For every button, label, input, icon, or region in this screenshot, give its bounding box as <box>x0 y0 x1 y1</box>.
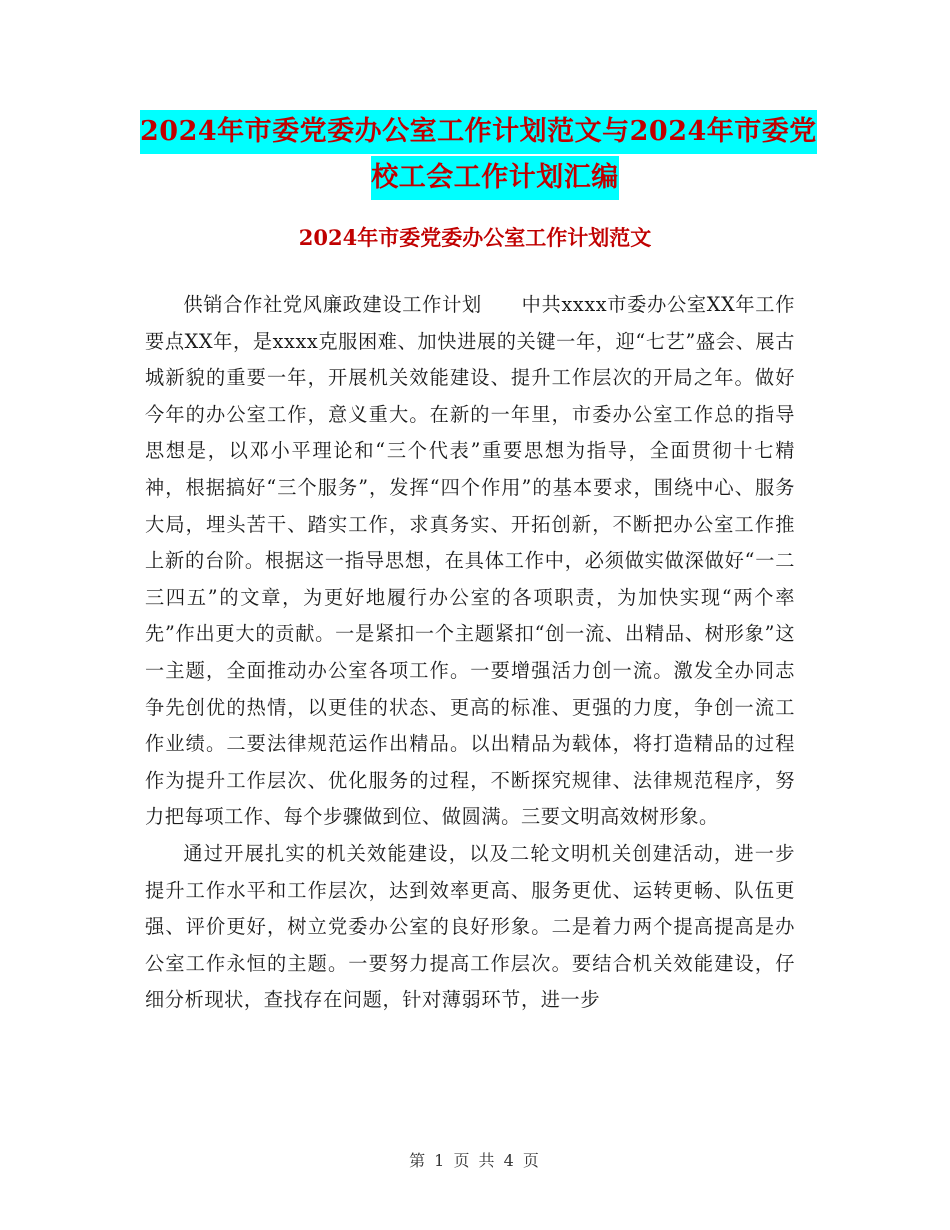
section-heading: 2024年市委党委办公室工作计划范文 <box>298 225 652 250</box>
page-footer: 第 1 页 共 4 页 <box>409 1151 541 1170</box>
document-title <box>140 110 820 202</box>
title-line-1: 2024年市委党委办公室工作计划范文与2024年市委党 <box>140 110 817 154</box>
body-text <box>145 287 795 1019</box>
paragraph-1: 供销合作社党风廉政建设工作计划 中共xxxx市委办公室XX年工作要点XX年，是xxxx克服困难、加快进展的关键一年，迎“七艺”盛会、展古城新貌的重要一年，开展机关效能建设、提升工作层次的开局之年。做好今年的办公室工作，意义重大。在新的一年里，市委办公室工作总的指导思想是，以邓小平理论和“三个代表”重要思想为指导，全面贯彻十七精神，根据搞好“三个服务”，发挥“四个作用”的基本要求，围绕中心、服务大局，埋头苦干、踏实工作，求真务实、开拓创新，不断把办公室工作推上新的台阶。根据这一指导思想，在具体工作中，必须做实做深做好“一二三四五”的文章，为更好地履行办公室的各项职责，为加快实现“两个率先”作出更大的贡献。一是紧扣一个主题紧扣“创一流、出精品、树形象”这一主题，全面推动办公室各项工作。一要增强活力创一流。激发全办同志争先创优的热情，以更佳的状态、更高的标准、更强的力度，争创一流工作业绩。二要法律规范运作出精品。以出精品为载体，将打造精品的过程作为提升工作层次、优化服务的过程，不断探究规律、法律规范程序，努力把每项工作、每个步骤做到位、做圆满。三要文明高效树形象。 <box>145 293 795 829</box>
paragraph-2: 通过开展扎实的机关效能建设，以及二轮文明机关创建活动，进一步提升工作水平和工作层次，达到效率更高、服务更优、运转更畅、队伍更强、评价更好，树立党委办公室的良好形象。二是着力两个提高提高是办公室工作永恒的主题。一要努力提高工作层次。要结合机关效能建设，仔细分析现状，查找存在问题，针对薄弱环节，进一步 <box>145 841 795 1012</box>
title-row-1 <box>140 110 820 156</box>
title-row-2 <box>140 156 820 202</box>
title-line-2: 校工会工作计划汇编 <box>371 156 619 200</box>
